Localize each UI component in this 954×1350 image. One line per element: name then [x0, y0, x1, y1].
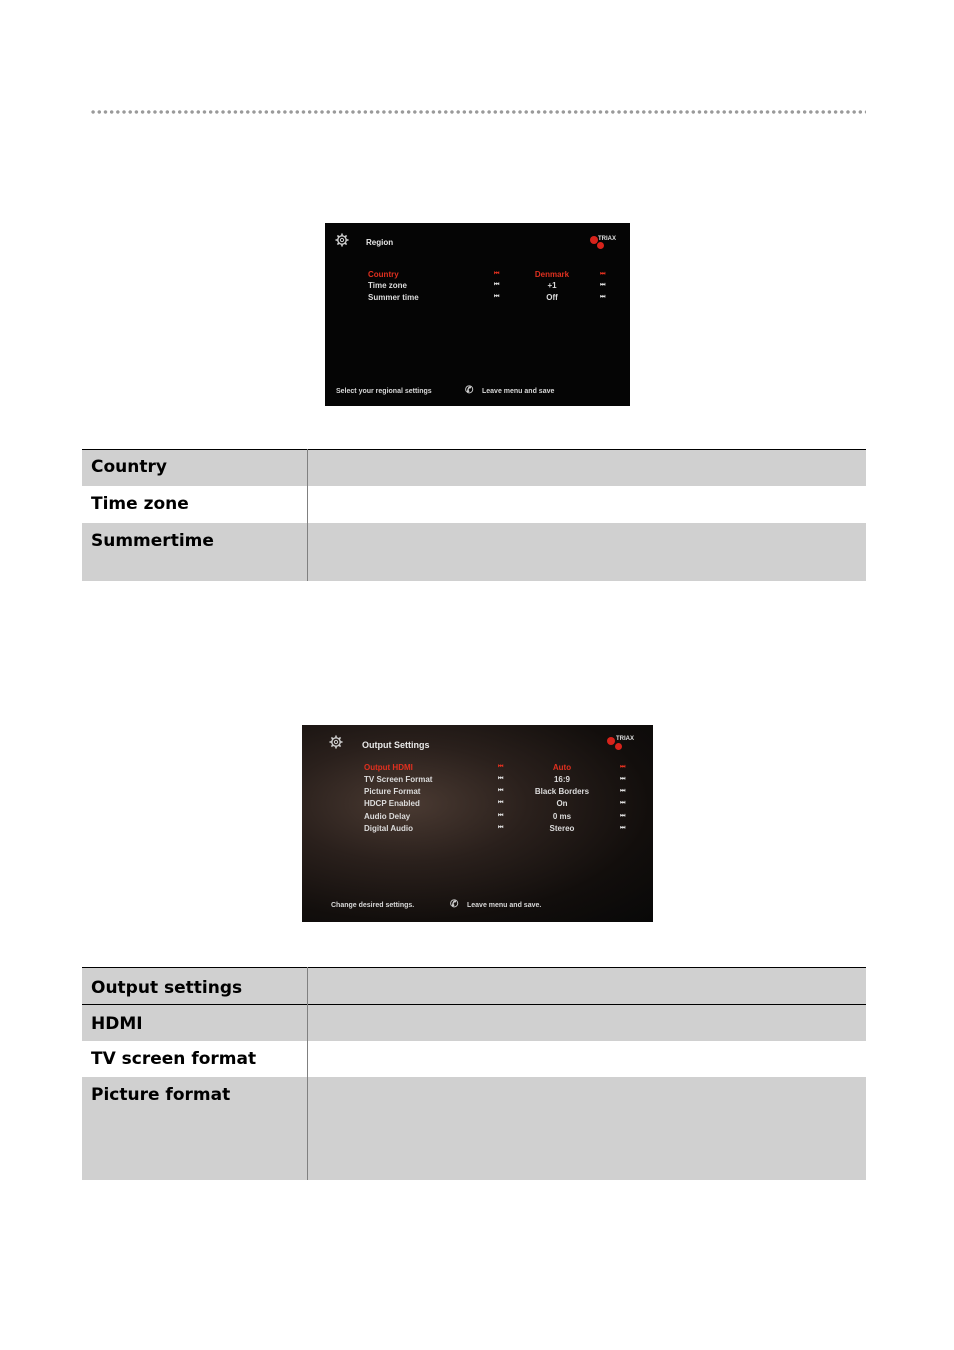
triax-logo-icon [607, 737, 615, 745]
arrow-left-icon: ⏮ [498, 813, 504, 819]
table-row [82, 1077, 866, 1180]
menu-row-audio-delay[interactable]: Audio Delay ⏮ 0 ms ⏭ [364, 812, 626, 821]
output-settings-table [82, 967, 866, 1180]
menu-row-country[interactable]: Country ⏮ Denmark ⏭ [368, 270, 606, 279]
term-tv-screen-format: TV screen format [82, 1041, 308, 1077]
triax-logo-icon [615, 743, 622, 750]
gear-icon [335, 233, 349, 247]
description [308, 523, 867, 581]
gear-icon [329, 735, 343, 749]
arrow-right-icon: ⏭ [620, 764, 626, 770]
menu-row-picture-format[interactable]: Picture Format ⏮ Black Borders ⏭ [364, 787, 626, 796]
arrow-right-icon: ⏭ [600, 294, 606, 300]
table-row [82, 1041, 866, 1077]
arrow-left-icon: ⏮ [498, 825, 504, 831]
description [308, 450, 867, 486]
menu-row-output-hdmi[interactable]: Output HDMI ⏮ Auto ⏭ [364, 763, 626, 772]
triax-logo-icon [597, 242, 604, 249]
brand-label: TRIAX [598, 236, 616, 242]
footer-hint: Select your regional settings [336, 388, 432, 395]
table-row [82, 1005, 866, 1041]
arrow-right-icon: ⏭ [620, 813, 626, 819]
arrow-right-icon: ⏭ [600, 271, 606, 277]
footer-hint: Change desired settings. [331, 902, 415, 909]
term-picture-format: Picture format [82, 1077, 308, 1180]
term-hdmi: HDMI [82, 1005, 308, 1041]
arrow-right-icon: ⏭ [620, 788, 626, 794]
output-settings-screenshot [302, 725, 653, 922]
table-row [82, 450, 866, 486]
arrow-right-icon: ⏭ [620, 825, 626, 831]
footer-action: Leave menu and save [482, 388, 555, 395]
footer-action: Leave menu and save. [467, 902, 542, 909]
phone-icon: ✆ [450, 899, 459, 910]
phone-icon: ✆ [465, 385, 474, 396]
arrow-left-icon: ⏮ [494, 271, 500, 277]
description [308, 1041, 867, 1077]
table-row [82, 968, 866, 1005]
arrow-left-icon: ⏮ [498, 764, 504, 770]
arrow-right-icon: ⏭ [600, 282, 606, 288]
screen-title: Region [366, 238, 394, 247]
menu-row-digital-audio[interactable]: Digital Audio ⏮ Stereo ⏭ [364, 824, 626, 833]
term-output-settings: Output settings [82, 968, 308, 1005]
description [308, 1077, 867, 1180]
table-row [82, 523, 866, 581]
term-summertime: Summertime [82, 523, 308, 581]
arrow-left-icon: ⏮ [494, 294, 500, 300]
description [308, 1005, 867, 1041]
screen-title: Output Settings [362, 740, 430, 750]
menu-row-hdcp-enabled[interactable]: HDCP Enabled ⏮ On ⏭ [364, 799, 626, 808]
menu-row-tv-screen-format[interactable]: TV Screen Format ⏮ 16:9 ⏭ [364, 775, 626, 784]
menu-row-summer-time[interactable]: Summer time ⏮ Off ⏭ [368, 293, 606, 302]
arrow-right-icon: ⏭ [620, 800, 626, 806]
region-screenshot [325, 223, 630, 406]
arrow-left-icon: ⏮ [498, 788, 504, 794]
arrow-left-icon: ⏮ [498, 800, 504, 806]
arrow-left-icon: ⏮ [494, 282, 500, 288]
menu-row-time-zone[interactable]: Time zone ⏮ +1 ⏭ [368, 281, 606, 290]
dotted-divider [90, 109, 866, 115]
description [308, 486, 867, 523]
term-country: Country [82, 450, 308, 486]
term-time-zone: Time zone [82, 486, 308, 523]
description [308, 968, 867, 1005]
arrow-right-icon: ⏭ [620, 776, 626, 782]
brand-label: TRIAX [616, 736, 634, 742]
table-row [82, 486, 866, 523]
region-settings-table [82, 449, 866, 581]
arrow-left-icon: ⏮ [498, 776, 504, 782]
